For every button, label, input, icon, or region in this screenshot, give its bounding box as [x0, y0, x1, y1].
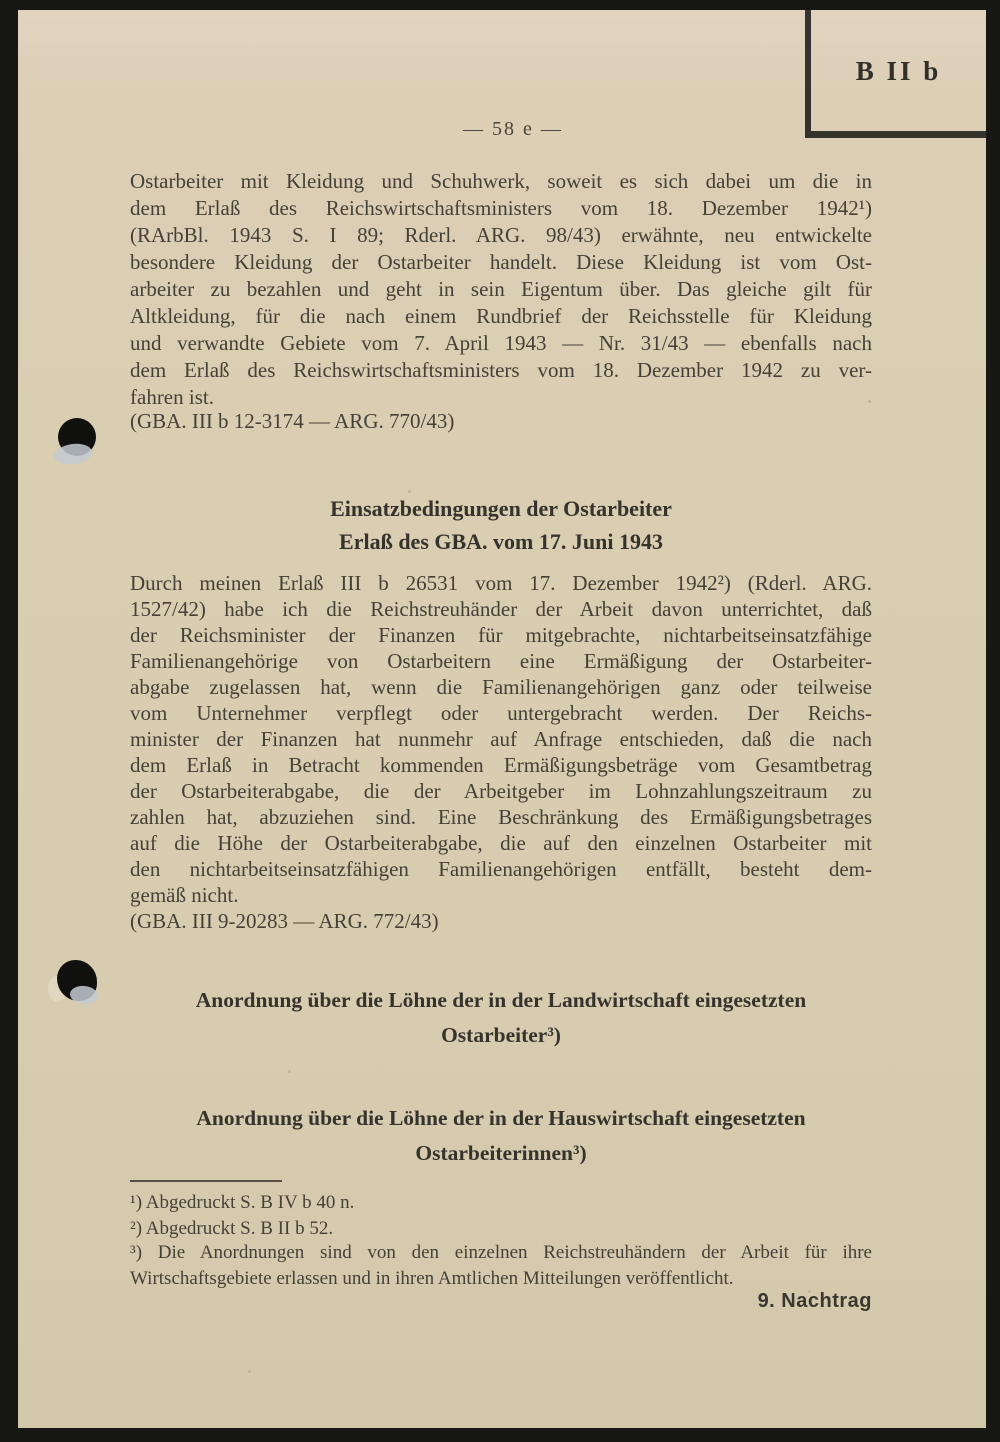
heading-anordnung-landwirtschaft [130, 983, 872, 1053]
text-line: minister der Finanzen hat nunmehr auf Anfrage entschieden, daß die nach [130, 727, 872, 751]
text-line: fahren ist. [130, 385, 214, 409]
text-line: Familienangehörige von Ostarbeitern eine Ermäßigung der Ostarbeiter- [130, 649, 872, 673]
heading-hauswirtschaft-line1: Anordnung über die Löhne der in der Hauswirtschaft eingesetzten [196, 1106, 806, 1130]
text-line: ¹) Abgedruckt S. B IV b 40 n. [130, 1192, 355, 1213]
text-line: der Ostarbeiterabgabe, die der Arbeitgeber im Lohnzahlungszeitraum zu [130, 779, 872, 803]
heading-hauswirtschaft-line2: Ostarbeiterinnen³) [415, 1141, 587, 1165]
text-line: Wirtschaftsgebiete erlassen und in ihren Amtlichen Mitteilungen veröffentlicht. [130, 1268, 734, 1289]
heading-landwirtschaft-line1: Anordnung über die Löhne der in der Landwirtschaft eingesetzten [195, 988, 807, 1012]
reference-line-1: (GBA. III b 12-3174 — ARG. 770/43) [130, 409, 455, 433]
text-line: gemäß nicht. [130, 883, 239, 907]
paper-sheet [18, 10, 986, 1428]
text-line: der Reichsminister der Finanzen für mitgebrachte, nichtarbeitseinsatzfähige [130, 623, 872, 647]
text-line: ²) Abgedruckt S. B II b 52. [130, 1218, 334, 1239]
page-number: — 58 e — [463, 118, 563, 140]
reference-line-2: (GBA. III 9-20283 — ARG. 772/43) [130, 909, 439, 933]
text-line: dem Erlaß des Reichswirtschaftsministers vom 18. Dezember 1942¹) [130, 196, 872, 220]
heading-einsatzbedingungen-subtitle: Erlaß des GBA. vom 17. Juni 1943 [339, 529, 663, 554]
section-box-bottom-rule [805, 131, 986, 138]
text-line: (RArbBl. 1943 S. I 89; Rderl. ARG. 98/43) erwähnte, neu entwickelte [130, 223, 872, 247]
footnote-1 [130, 1190, 872, 1215]
heading-einsatzbedingungen [130, 492, 872, 558]
text-line: Ostarbeiter mit Kleidung und Schuhwerk, soweit es sich dabei um die in [130, 169, 872, 193]
footnote-separator-rule [130, 1180, 282, 1182]
footnote-3 [130, 1240, 872, 1292]
text-line: abgabe zugelassen hat, wenn die Familienangehörigen ganz oder teilweise [130, 675, 872, 699]
text-line: den nichtarbeitseinsatzfähigen Familienangehörigen entfällt, besteht dem- [130, 857, 872, 881]
heading-einsatzbedingungen-title: Einsatzbedingungen der Ostarbeiter [330, 496, 672, 521]
punch-hole-top-glint [53, 441, 93, 466]
text-line: zahlen hat, abzuziehen sind. Eine Beschränkung des Ermäßigungsbetrages [130, 805, 872, 829]
text-line: dem Erlaß des Reichswirtschaftsministers vom 18. Dezember 1942 zu ver- [130, 358, 872, 382]
text-line: Durch meinen Erlaß III b 26531 vom 17. Dezember 1942²) (Rderl. ARG. [130, 571, 872, 595]
text-line: ³) Die Anordnungen sind von den einzelnen Reichstreuhändern der Arbeit für ihre [130, 1242, 872, 1263]
supplement-note: 9. Nachtrag [757, 1290, 872, 1312]
text-line: 1527/42) habe ich die Reichstreuhänder der Arbeit davon unterrichtet, daß [130, 597, 872, 621]
paragraph-erlass-text [130, 570, 872, 908]
text-line: vom Unternehmer verpflegt oder untergebracht werden. Der Reichs- [130, 701, 872, 725]
text-line: Altkleidung, für die nach einem Rundbrief der Reichsstelle für Kleidung [130, 304, 872, 328]
footnote-2 [130, 1216, 872, 1241]
text-line: besondere Kleidung der Ostarbeiter handelt. Diese Kleidung ist vom Ost- [130, 250, 872, 274]
text-line: und verwandte Gebiete vom 7. April 1943 — Nr. 31/43 — ebenfalls nach [130, 331, 872, 355]
heading-anordnung-hauswirtschaft [130, 1101, 872, 1171]
text-line: auf die Höhe der Ostarbeiterabgabe, die auf den einzelnen Ostarbeiter mit [130, 831, 872, 855]
text-line: arbeiter zu bezahlen und geht in sein Eigentum über. Das gleiche gilt für [130, 277, 872, 301]
heading-landwirtschaft-line2: Ostarbeiter³) [441, 1023, 561, 1047]
section-label: B II b [855, 56, 942, 86]
paragraph-clothing-decree [130, 168, 872, 411]
text-line: dem Erlaß in Betracht kommenden Ermäßigungsbeträge vom Gesamtbetrag [130, 753, 872, 777]
